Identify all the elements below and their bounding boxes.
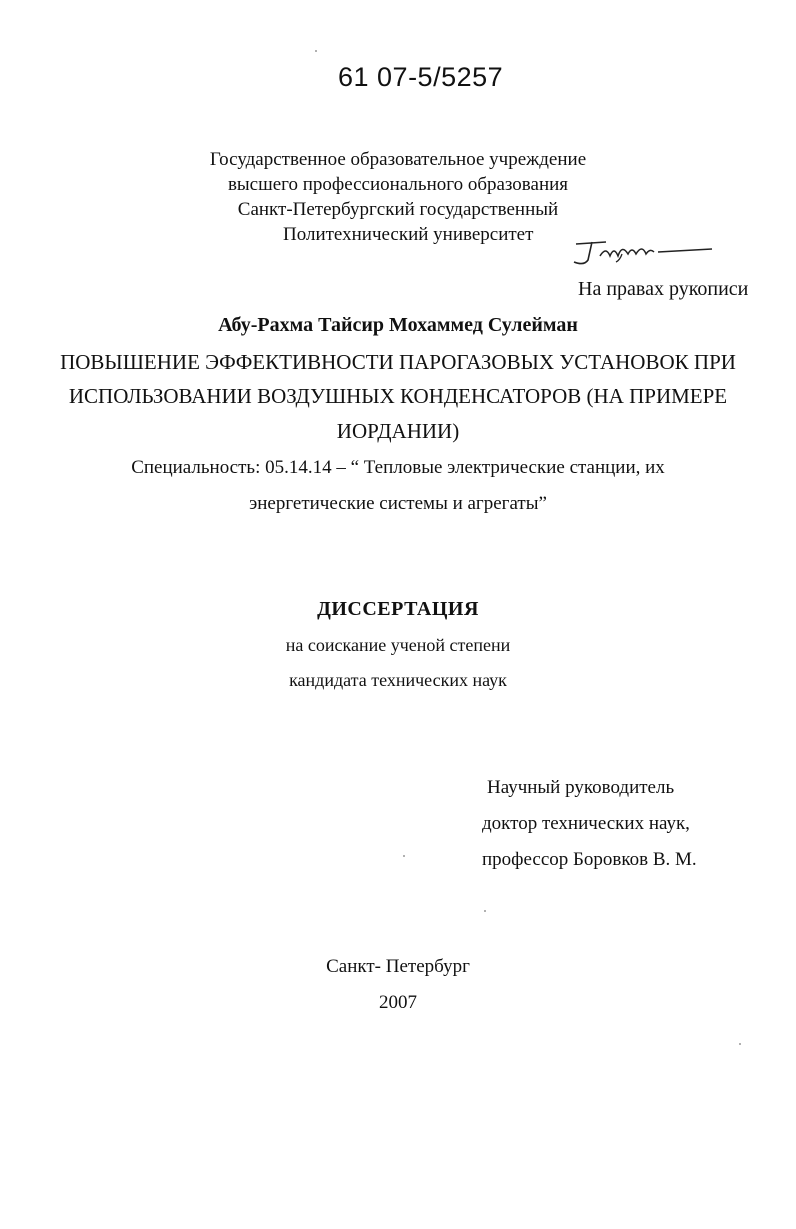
supervisor-line-3: профессор Боровков В. М.	[482, 849, 697, 870]
manuscript-rights: На правах рукописи	[578, 278, 749, 300]
institution-line-3: Санкт-Петербургский государственный	[237, 199, 559, 220]
specialty-line-1: Специальность: 05.14.14 – “ Тепловые электрические станции, их	[131, 457, 665, 478]
supervisor-line-2: доктор технических наук,	[482, 813, 690, 834]
city: Санкт- Петербург	[326, 956, 470, 977]
supervisor-line-1: Научный руководитель	[487, 777, 675, 798]
institution-line-2: высшего профессионального образования	[227, 174, 569, 195]
title-line-3: ИОРДАНИИ)	[336, 419, 460, 443]
title-line-1: ПОВЫШЕНИЕ ЭФФЕКТИВНОСТИ ПАРОГАЗОВЫХ УСТАНОВОК ПРИ	[60, 350, 736, 374]
scan-speck	[739, 1043, 741, 1045]
archive-code: 61 07-5/5257	[338, 62, 504, 92]
year: 2007	[379, 992, 417, 1013]
scan-speck	[315, 50, 317, 52]
document-type: ДИССЕРТАЦИЯ	[317, 598, 479, 620]
degree-line-1: на соискание ученой степени	[285, 635, 511, 655]
institution-line-1: Государственное образовательное учреждение	[209, 149, 587, 170]
handwritten-signature	[566, 232, 716, 268]
scan-speck	[403, 855, 405, 857]
degree-line-2: кандидата технических наук	[289, 670, 507, 690]
author-name: Абу-Рахма Тайсир Мохаммед Сулейман	[218, 314, 578, 336]
scan-speck	[484, 910, 486, 912]
specialty-line-2: энергетические системы и агрегаты”	[249, 493, 547, 514]
title-line-2: ИСПОЛЬЗОВАНИИ ВОЗДУШНЫХ КОНДЕНСАТОРОВ (НА ПРИМЕРЕ	[68, 384, 728, 408]
institution-line-4: Политехнический университет	[283, 224, 534, 245]
